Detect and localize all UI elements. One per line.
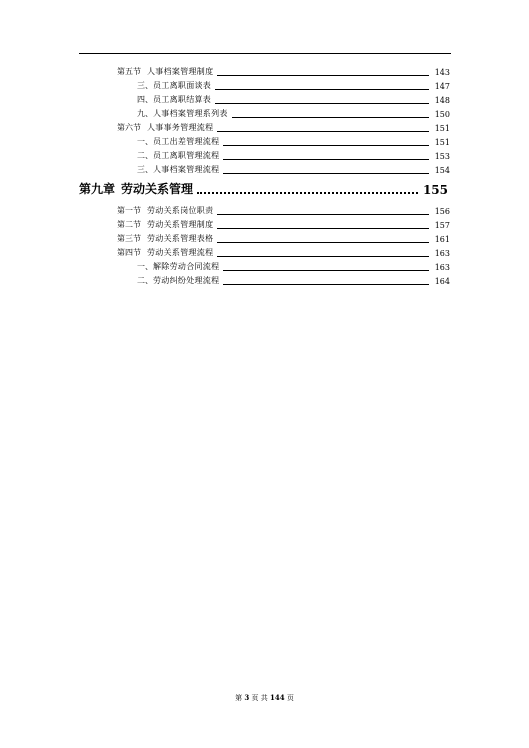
toc-entry-page: 161 xyxy=(434,235,450,244)
dot-leader xyxy=(223,145,429,146)
toc-entry-title: 员工出差管理流程 xyxy=(153,137,220,146)
toc-entry[interactable] xyxy=(117,66,450,77)
toc-entry[interactable] xyxy=(117,205,450,216)
toc-entry-page: 148 xyxy=(434,96,450,105)
dot-leader xyxy=(217,228,429,229)
toc-entry[interactable] xyxy=(137,94,450,105)
toc-entry-page: 151 xyxy=(434,138,450,147)
toc-entry-title: 解除劳动合同流程 xyxy=(153,262,220,271)
toc-entry-number: 二、 xyxy=(137,276,153,285)
dot-leader xyxy=(223,173,429,174)
toc-entry-title: 员工离职管理流程 xyxy=(153,151,220,160)
toc-entry[interactable] xyxy=(117,233,450,244)
toc-entry-page: 163 xyxy=(434,263,450,272)
toc-entry[interactable] xyxy=(137,275,450,286)
page-footer xyxy=(0,693,529,703)
dot-leader xyxy=(223,159,429,160)
toc-entry[interactable] xyxy=(117,247,450,258)
toc-entry-title: 劳动关系管理制度 xyxy=(147,220,214,229)
toc-entry-number: 三、 xyxy=(137,81,153,90)
footer-prefix: 第 xyxy=(235,694,243,702)
toc-entry-number: 第六节 xyxy=(117,123,141,132)
toc-entry[interactable] xyxy=(137,108,450,119)
toc-entry-page: 155 xyxy=(422,183,448,197)
toc-entry-title: 人事事务管理流程 xyxy=(147,123,214,132)
toc-entry-title: 人事档案管理流程 xyxy=(153,165,220,174)
toc-entry[interactable] xyxy=(117,219,450,230)
toc-entry-page: 151 xyxy=(434,124,450,133)
dot-leader xyxy=(217,256,429,257)
toc-entry[interactable] xyxy=(137,80,450,91)
toc-entry-title: 人事档案管理系列表 xyxy=(153,109,228,118)
toc-entry-title: 劳动关系管理 xyxy=(121,182,194,196)
toc-entry-title: 劳动纠纷处理流程 xyxy=(153,276,220,285)
dot-leader xyxy=(197,192,418,194)
toc-entry-page: 157 xyxy=(434,221,450,230)
toc-entry-title: 人事档案管理制度 xyxy=(147,67,214,76)
toc-entry-title: 劳动关系岗位职责 xyxy=(147,206,214,215)
dot-leader xyxy=(217,214,429,215)
dot-leader xyxy=(215,103,429,104)
toc-entry-page: 143 xyxy=(434,68,450,77)
dot-leader xyxy=(215,89,429,90)
dot-leader xyxy=(223,284,429,285)
toc-entry-page: 150 xyxy=(434,110,450,119)
toc-entry[interactable] xyxy=(137,136,450,147)
dot-leader xyxy=(217,242,429,243)
toc-entry-page: 156 xyxy=(434,207,450,216)
toc-entry-page: 153 xyxy=(434,152,450,161)
toc-entry-number: 一、 xyxy=(137,137,153,146)
footer-middle: 页 共 xyxy=(251,694,268,702)
toc-entry-number: 四、 xyxy=(137,95,153,104)
dot-leader xyxy=(217,131,429,132)
toc-entry-number: 第四节 xyxy=(117,248,141,257)
toc-entry-number: 第三节 xyxy=(117,234,141,243)
toc-entry-title: 员工离职结算表 xyxy=(153,95,212,104)
footer-current-page: 3 xyxy=(244,693,250,702)
toc-entry-number: 一、 xyxy=(137,262,153,271)
dot-leader xyxy=(232,117,429,118)
footer-total-pages: 144 xyxy=(269,693,285,702)
toc-entry[interactable] xyxy=(137,261,450,272)
dot-leader xyxy=(217,75,429,76)
toc-chapter-entry[interactable] xyxy=(79,182,448,197)
toc-entry-title: 劳动关系管理流程 xyxy=(147,248,214,257)
toc-entry-number: 第二节 xyxy=(117,220,141,229)
toc-entry-number: 三、 xyxy=(137,165,153,174)
toc-entry[interactable] xyxy=(117,122,450,133)
toc-entry[interactable] xyxy=(137,150,450,161)
toc-entry-number: 第五节 xyxy=(117,67,141,76)
toc-entry-number: 第九章 xyxy=(79,182,116,196)
toc-entry-page: 154 xyxy=(434,166,450,175)
dot-leader xyxy=(223,270,429,271)
toc-entry[interactable] xyxy=(137,164,450,175)
toc-entry-title: 劳动关系管理表格 xyxy=(147,234,214,243)
toc-entry-number: 九、 xyxy=(137,109,153,118)
toc-entry-page: 164 xyxy=(434,277,450,286)
toc-entry-number: 第一节 xyxy=(117,206,141,215)
toc-entry-title: 员工离职面谈表 xyxy=(153,81,212,90)
toc-entry-number: 二、 xyxy=(137,151,153,160)
footer-suffix: 页 xyxy=(286,694,294,702)
toc-entry-page: 147 xyxy=(434,82,450,91)
toc-entry-page: 163 xyxy=(434,249,450,258)
